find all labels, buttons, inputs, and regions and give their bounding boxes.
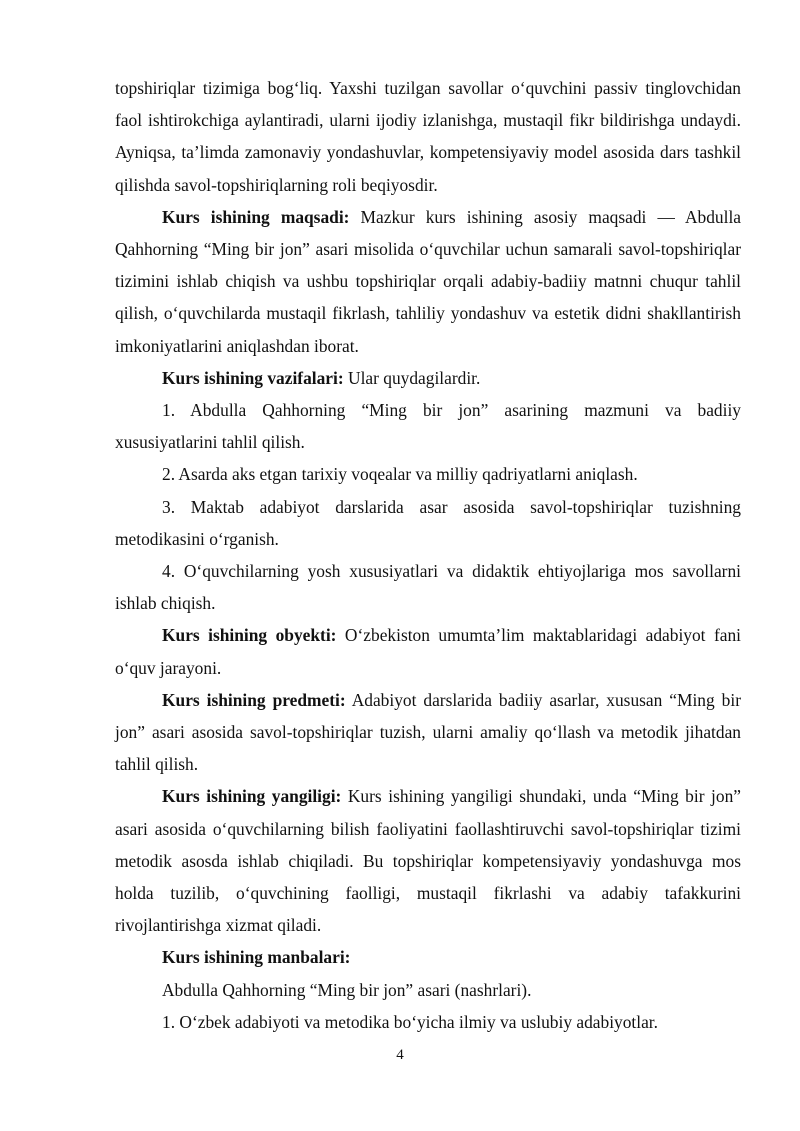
list-item-text: 1. Abdulla Qahhorning “Ming bir jon” asarining mazmuni va badiiy xususiyatlarini tahlil qilish. <box>115 400 741 453</box>
paragraph-tasks <box>115 362 741 394</box>
section-heading-novelty: Kurs ishining yangiligi: <box>162 786 342 807</box>
section-heading-tasks: Kurs ishining vazifalari: <box>162 367 344 388</box>
task-item-1 <box>115 394 741 458</box>
paragraph-text: Adabiyot darslarida badiiy asarlar, xususan “Ming bir jon” asari asosida savol-topshiriqlar tuzish, ularni amaliy qo‘llash va metodik jihatdan tahlil qilish. <box>115 689 741 775</box>
page-body <box>115 72 741 1038</box>
paragraph-goal <box>115 201 741 362</box>
page-number: 4 <box>396 1047 404 1063</box>
section-heading-subject: Kurs ishining predmeti: <box>162 689 346 710</box>
paragraph-text: topshiriqlar tizimiga bog‘liq. Yaxshi tuzilgan savollar o‘quvchini passiv tinglovchidan faol ishtirokchiga aylantiradi, ularni ijodiy izlanishga, mustaqil fikr bildirishga undaydi. Ayniqsa, ta’limda zamonaviy yondashuvlar, kompetensiyaviy model asosida dars tashkil qilishda savol-topshiriqlarning roli beqiyosdir. <box>115 78 741 195</box>
section-heading-goal: Kurs ishining maqsadi: <box>162 206 350 227</box>
source-item-primary <box>115 974 741 1006</box>
list-item-text: 1. O‘zbek adabiyoti va metodika bo‘yicha ilmiy va uslubiy adabiyotlar. <box>162 1011 658 1032</box>
paragraph-text: Kurs ishining yangiligi shundaki, unda “Ming bir jon” asari asosida o‘quvchilarning bilish faoliyatini faollashtiruvchi savol-topshiriqlar tizimi metodik asosda ishlab chiqiladi. Bu topshiriqlar kompetensiyaviy yondashuvga mos holda tuzilib, o‘quvchining faolligi, mustaqil fikrlashi va adabiy tafakkurini rivojlantirishga xizmat qiladi. <box>115 786 741 936</box>
list-item-text: 4. O‘quvchilarning yosh xususiyatlari va didaktik ehtiyojlariga mos savollarni ishlab chiqish. <box>115 561 741 614</box>
list-item-text: 3. Maktab adabiyot darslarida asar asosida savol-topshiriqlar tuzishning metodikasini o‘rganish. <box>115 496 741 549</box>
list-item-text: Abdulla Qahhorning “Ming bir jon” asari (nashrlari). <box>162 979 532 1000</box>
paragraph-text: Mazkur kurs ishining asosiy maqsadi — Abdulla Qahhorning “Ming bir jon” asari misolida o‘quvchilar uchun samarali savol-topshiriqlar tizimini ishlab chiqish va ushbu topshiriqlar orqali adabiy-badiiy matnni chuqur tahlil qilish, o‘quvchilarda mustaqil fikrlash, tahliliy yondashuv va estetik didni shakllantirish imkoniyatlarini aniqlashdan iborat. <box>115 206 742 356</box>
paragraph-object <box>115 619 741 683</box>
section-heading-object: Kurs ishining obyekti: <box>162 625 337 646</box>
paragraph-subject <box>115 684 741 781</box>
section-heading-sources: Kurs ishining manbalari: <box>162 947 351 968</box>
list-item-text: 2. Asarda aks etgan tarixiy voqealar va milliy qadriyatlarni aniqlash. <box>162 464 638 485</box>
task-item-3 <box>115 491 741 555</box>
paragraph-text: O‘zbekiston umumta’lim maktablaridagi adabiyot fani o‘quv jarayoni. <box>115 625 741 678</box>
paragraph-intro-continuation <box>115 72 741 201</box>
task-item-4 <box>115 555 741 619</box>
task-item-2 <box>115 458 741 490</box>
paragraph-sources <box>115 941 741 973</box>
paragraph-novelty <box>115 780 741 941</box>
source-item-1 <box>115 1006 741 1038</box>
paragraph-text: Ular quydagilardir. <box>343 367 481 388</box>
